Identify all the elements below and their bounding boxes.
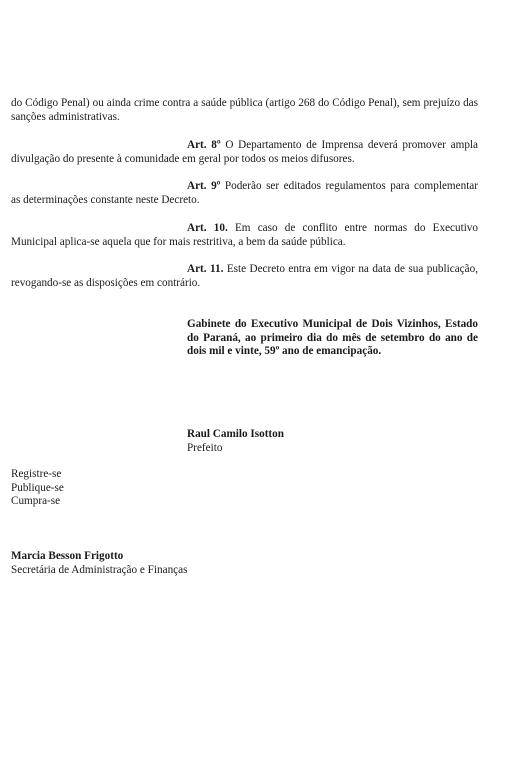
closing-statement: Gabinete do Executivo Municipal de Dois Vizinhos, Estado do Paraná, ao primeiro dia do mês de setembro do ano de dois mil e vinte, 59º ano de emancipação. — [187, 318, 478, 357]
action-registre: Registre-se — [11, 468, 62, 480]
mayor-name: Raul Camilo Isotton — [187, 428, 284, 440]
mayor-signature — [187, 428, 284, 455]
mayor-title: Prefeito — [187, 441, 223, 454]
article-9-text: Poderão ser editados regulamentos para complementar as determinações constante neste Decreto. — [11, 180, 478, 206]
article-10-label: Art. 10. — [187, 222, 228, 234]
intro-paragraph: do Código Penal) ou ainda crime contra a saúde pública (artigo 268 do Código Penal), sem prejuízo das sanções administrativas. — [11, 97, 478, 123]
article-10-text: Em caso de conflito entre normas do Executivo Municipal aplica-se aquela que for mais restritiva, a bem da saúde pública. — [11, 222, 478, 248]
article-11-label: Art. 11. — [187, 263, 224, 275]
article-8-label: Art. 8º — [187, 139, 221, 151]
secretary-signature — [11, 550, 187, 577]
secretary-title: Secretária de Administração e Finanças — [11, 563, 188, 576]
action-cumpra: Cumpra-se — [11, 495, 61, 507]
article-8-text: O Departamento de Imprensa deverá promover ampla divulgação do presente à comunidade em geral por todos os meios difusores. — [11, 139, 478, 165]
article-11 — [11, 263, 478, 290]
action-publique: Publique-se — [11, 481, 64, 494]
action-list — [11, 468, 64, 509]
secretary-name: Marcia Besson Frigotto — [11, 550, 124, 562]
article-9-label: Art. 9º — [187, 180, 221, 192]
article-8 — [11, 139, 478, 166]
article-9 — [11, 180, 478, 207]
article-11-text: Este Decreto entra em vigor na data de sua publicação, revogando-se as disposições em contrário. — [11, 263, 478, 289]
article-10 — [11, 222, 478, 249]
